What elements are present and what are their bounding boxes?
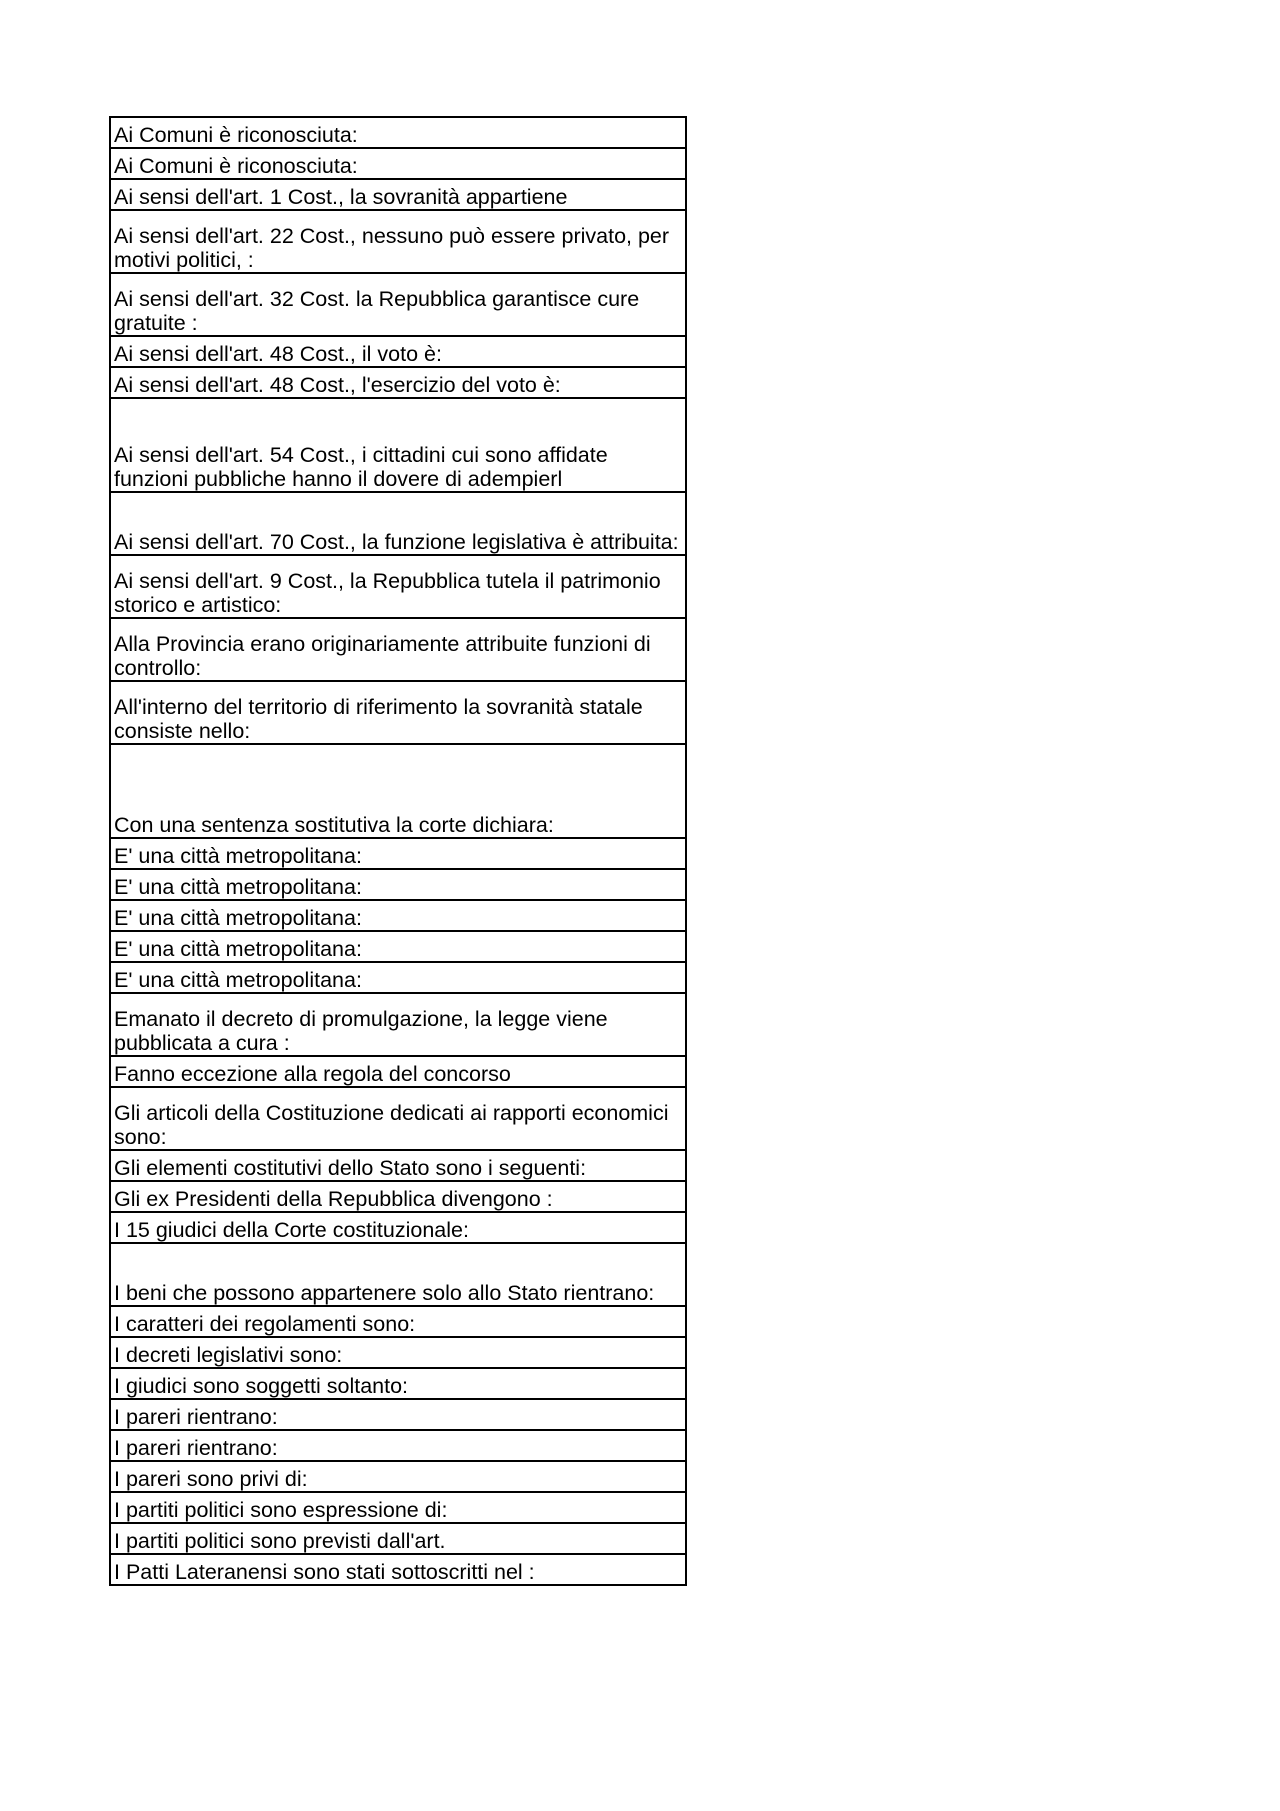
question-cell[interactable]: Alla Provincia erano originariamente attribuite funzioni di controllo: bbox=[110, 618, 686, 681]
question-cell[interactable]: Ai sensi dell'art. 22 Cost., nessuno può essere privato, per motivi politici, : bbox=[110, 210, 686, 273]
question-cell[interactable]: Ai sensi dell'art. 32 Cost. la Repubblica garantisce cure gratuite : bbox=[110, 273, 686, 336]
question-cell[interactable]: Ai sensi dell'art. 48 Cost., il voto è: bbox=[110, 336, 686, 367]
question-cell[interactable]: Ai Comuni è riconosciuta: bbox=[110, 117, 686, 148]
table-row bbox=[110, 1337, 686, 1368]
table-row bbox=[110, 1430, 686, 1461]
question-cell[interactable]: I caratteri dei regolamenti sono: bbox=[110, 1306, 686, 1337]
table-row bbox=[110, 1368, 686, 1399]
question-cell[interactable]: I Patti Lateranensi sono stati sottoscritti nel : bbox=[110, 1554, 686, 1585]
question-cell[interactable]: I decreti legislativi sono: bbox=[110, 1337, 686, 1368]
table-row bbox=[110, 555, 686, 618]
table-row bbox=[110, 1399, 686, 1430]
question-cell[interactable]: Con una sentenza sostitutiva la corte dichiara: bbox=[110, 744, 686, 838]
question-cell[interactable]: Ai sensi dell'art. 9 Cost., la Repubblica tutela il patrimonio storico e artistico: bbox=[110, 555, 686, 618]
question-cell[interactable]: Ai sensi dell'art. 70 Cost., la funzione legislativa è attribuita: bbox=[110, 492, 686, 555]
table-row bbox=[110, 1461, 686, 1492]
table-row bbox=[110, 148, 686, 179]
question-cell[interactable]: E' una città metropolitana: bbox=[110, 962, 686, 993]
table-row bbox=[110, 1492, 686, 1523]
question-cell[interactable]: I 15 giudici della Corte costituzionale: bbox=[110, 1212, 686, 1243]
question-cell[interactable]: I pareri sono privi di: bbox=[110, 1461, 686, 1492]
table-row bbox=[110, 398, 686, 492]
question-cell[interactable]: I pareri rientrano: bbox=[110, 1399, 686, 1430]
question-cell[interactable]: Emanato il decreto di promulgazione, la legge viene pubblicata a cura : bbox=[110, 993, 686, 1056]
table-row bbox=[110, 838, 686, 869]
question-cell[interactable]: E' una città metropolitana: bbox=[110, 838, 686, 869]
table-row bbox=[110, 744, 686, 838]
table-row bbox=[110, 869, 686, 900]
table-row bbox=[110, 1523, 686, 1554]
question-cell[interactable]: I partiti politici sono previsti dall'art. bbox=[110, 1523, 686, 1554]
table-row bbox=[110, 1554, 686, 1585]
question-cell[interactable]: Gli ex Presidenti della Repubblica divengono : bbox=[110, 1181, 686, 1212]
question-cell[interactable]: Gli articoli della Costituzione dedicati ai rapporti economici sono: bbox=[110, 1087, 686, 1150]
table-row bbox=[110, 1087, 686, 1150]
question-cell[interactable]: Ai sensi dell'art. 54 Cost., i cittadini cui sono affidate funzioni pubbliche hanno il dovere di adempierl bbox=[110, 398, 686, 492]
table-row bbox=[110, 1056, 686, 1087]
question-cell[interactable]: Ai Comuni è riconosciuta: bbox=[110, 148, 686, 179]
table-row bbox=[110, 1212, 686, 1243]
table-row bbox=[110, 618, 686, 681]
table-row bbox=[110, 900, 686, 931]
question-cell[interactable]: I giudici sono soggetti soltanto: bbox=[110, 1368, 686, 1399]
table-row bbox=[110, 1181, 686, 1212]
question-cell[interactable]: Gli elementi costitutivi dello Stato sono i seguenti: bbox=[110, 1150, 686, 1181]
table-row bbox=[110, 931, 686, 962]
question-cell[interactable]: Fanno eccezione alla regola del concorso bbox=[110, 1056, 686, 1087]
table-row bbox=[110, 962, 686, 993]
spreadsheet-sheet bbox=[109, 116, 687, 1586]
table-row bbox=[110, 681, 686, 744]
table-row bbox=[110, 1150, 686, 1181]
table-row bbox=[110, 179, 686, 210]
question-cell[interactable]: I pareri rientrano: bbox=[110, 1430, 686, 1461]
table-row bbox=[110, 1243, 686, 1306]
table-row bbox=[110, 492, 686, 555]
question-cell[interactable]: All'interno del territorio di riferimento la sovranità statale consiste nello: bbox=[110, 681, 686, 744]
question-cell[interactable]: E' una città metropolitana: bbox=[110, 900, 686, 931]
table-row bbox=[110, 336, 686, 367]
question-table bbox=[109, 116, 687, 1586]
table-row bbox=[110, 367, 686, 398]
question-table-body bbox=[110, 117, 686, 1585]
question-cell[interactable]: E' una città metropolitana: bbox=[110, 869, 686, 900]
question-cell[interactable]: I partiti politici sono espressione di: bbox=[110, 1492, 686, 1523]
question-cell[interactable]: E' una città metropolitana: bbox=[110, 931, 686, 962]
question-cell[interactable]: Ai sensi dell'art. 1 Cost., la sovranità appartiene bbox=[110, 179, 686, 210]
question-cell[interactable]: I beni che possono appartenere solo allo Stato rientrano: bbox=[110, 1243, 686, 1306]
table-row bbox=[110, 117, 686, 148]
table-row bbox=[110, 273, 686, 336]
table-row bbox=[110, 210, 686, 273]
question-cell[interactable]: Ai sensi dell'art. 48 Cost., l'esercizio del voto è: bbox=[110, 367, 686, 398]
table-row bbox=[110, 1306, 686, 1337]
table-row bbox=[110, 993, 686, 1056]
